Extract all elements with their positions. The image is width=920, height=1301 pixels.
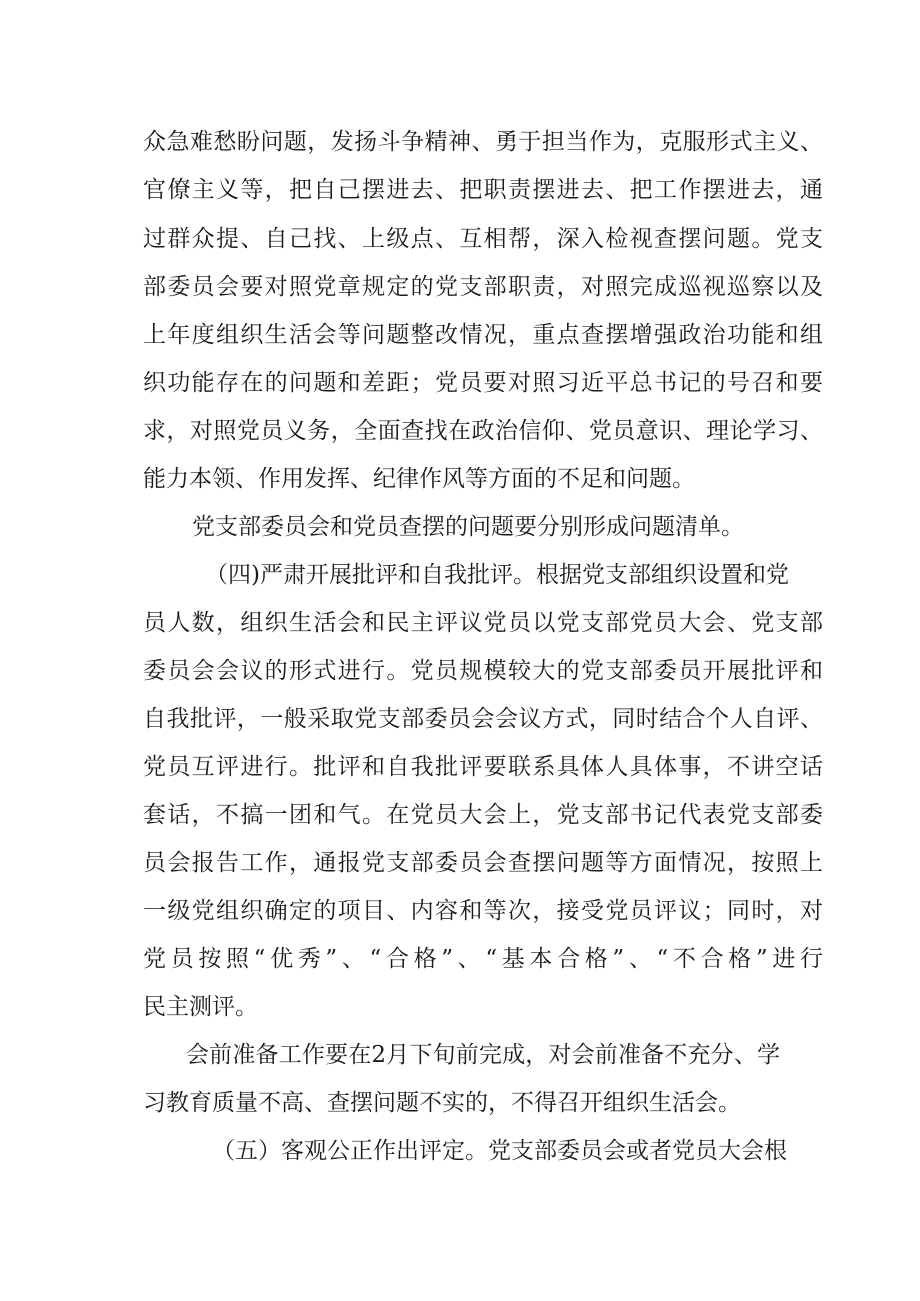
text-line: 能力本领、作用发挥、纪律作风等方面的不足和问题。 [143, 466, 695, 492]
paragraph-line: 会前准备工作要在2月下旬前完成，对会前准备不充分、学 [186, 1042, 780, 1068]
text-line: 委员会会议的形式进行。党员规模较大的党支部委员开展批评和 [143, 658, 823, 684]
section-heading-line: （五）客观公正作出评定。党支部委员会或者党员大会根 [212, 1138, 787, 1164]
text-line: 自我批评，一般采取党支部委员会会议方式，同时结合个人自评、 [143, 706, 823, 732]
text-line: 员人数，组织生活会和民主评议党员以党支部党员大会、党支部 [143, 610, 823, 636]
text-line: 党员按照“优秀”、“合格”、“基本合格”、“不合格”进行 [143, 946, 823, 972]
text-line: 织功能存在的问题和差距；党员要对照习近平总书记的号召和要 [143, 370, 823, 396]
text-line: 上年度组织生活会等问题整改情况，重点查摆增强政治功能和组 [143, 322, 823, 348]
text-line: 套话，不搞一团和气。在党员大会上，党支部书记代表党支部委 [143, 802, 823, 828]
text-line: 官僚主义等，把自己摆进去、把职责摆进去、把工作摆进去，通 [143, 177, 823, 203]
text-line: 习教育质量不高、查摆问题不实的，不得召开组织生活会。 [143, 1090, 741, 1116]
text-line: 民主测评。 [143, 994, 258, 1020]
text-line: 部委员会要对照党章规定的党支部职责，对照完成巡视巡察以及 [143, 274, 823, 300]
paragraph-line: 党支部委员会和党员查摆的问题要分别形成问题清单。 [192, 514, 744, 540]
text-line: 求，对照党员义务，全面查找在政治信仰、党员意识、理论学习、 [143, 418, 823, 444]
section-heading-line: （四)严肃开展批评和自我批评。根据党支部组织设置和党 [205, 562, 789, 588]
text-line: 一级党组织确定的项目、内容和等次，接受党员评议；同时，对 [143, 898, 823, 924]
text-line: 党员互评进行。批评和自我批评要联系具体人具体事，不讲空话 [143, 754, 823, 780]
text-line: 过群众提、自己找、上级点、互相帮，深入检视查摆问题。党支 [143, 226, 823, 252]
text-line: 员会报告工作，通报党支部委员会查摆问题等方面情况，按照上 [143, 850, 823, 876]
text-line: 众急难愁盼问题，发扬斗争精神、勇于担当作为，克服形式主义、 [143, 129, 823, 155]
